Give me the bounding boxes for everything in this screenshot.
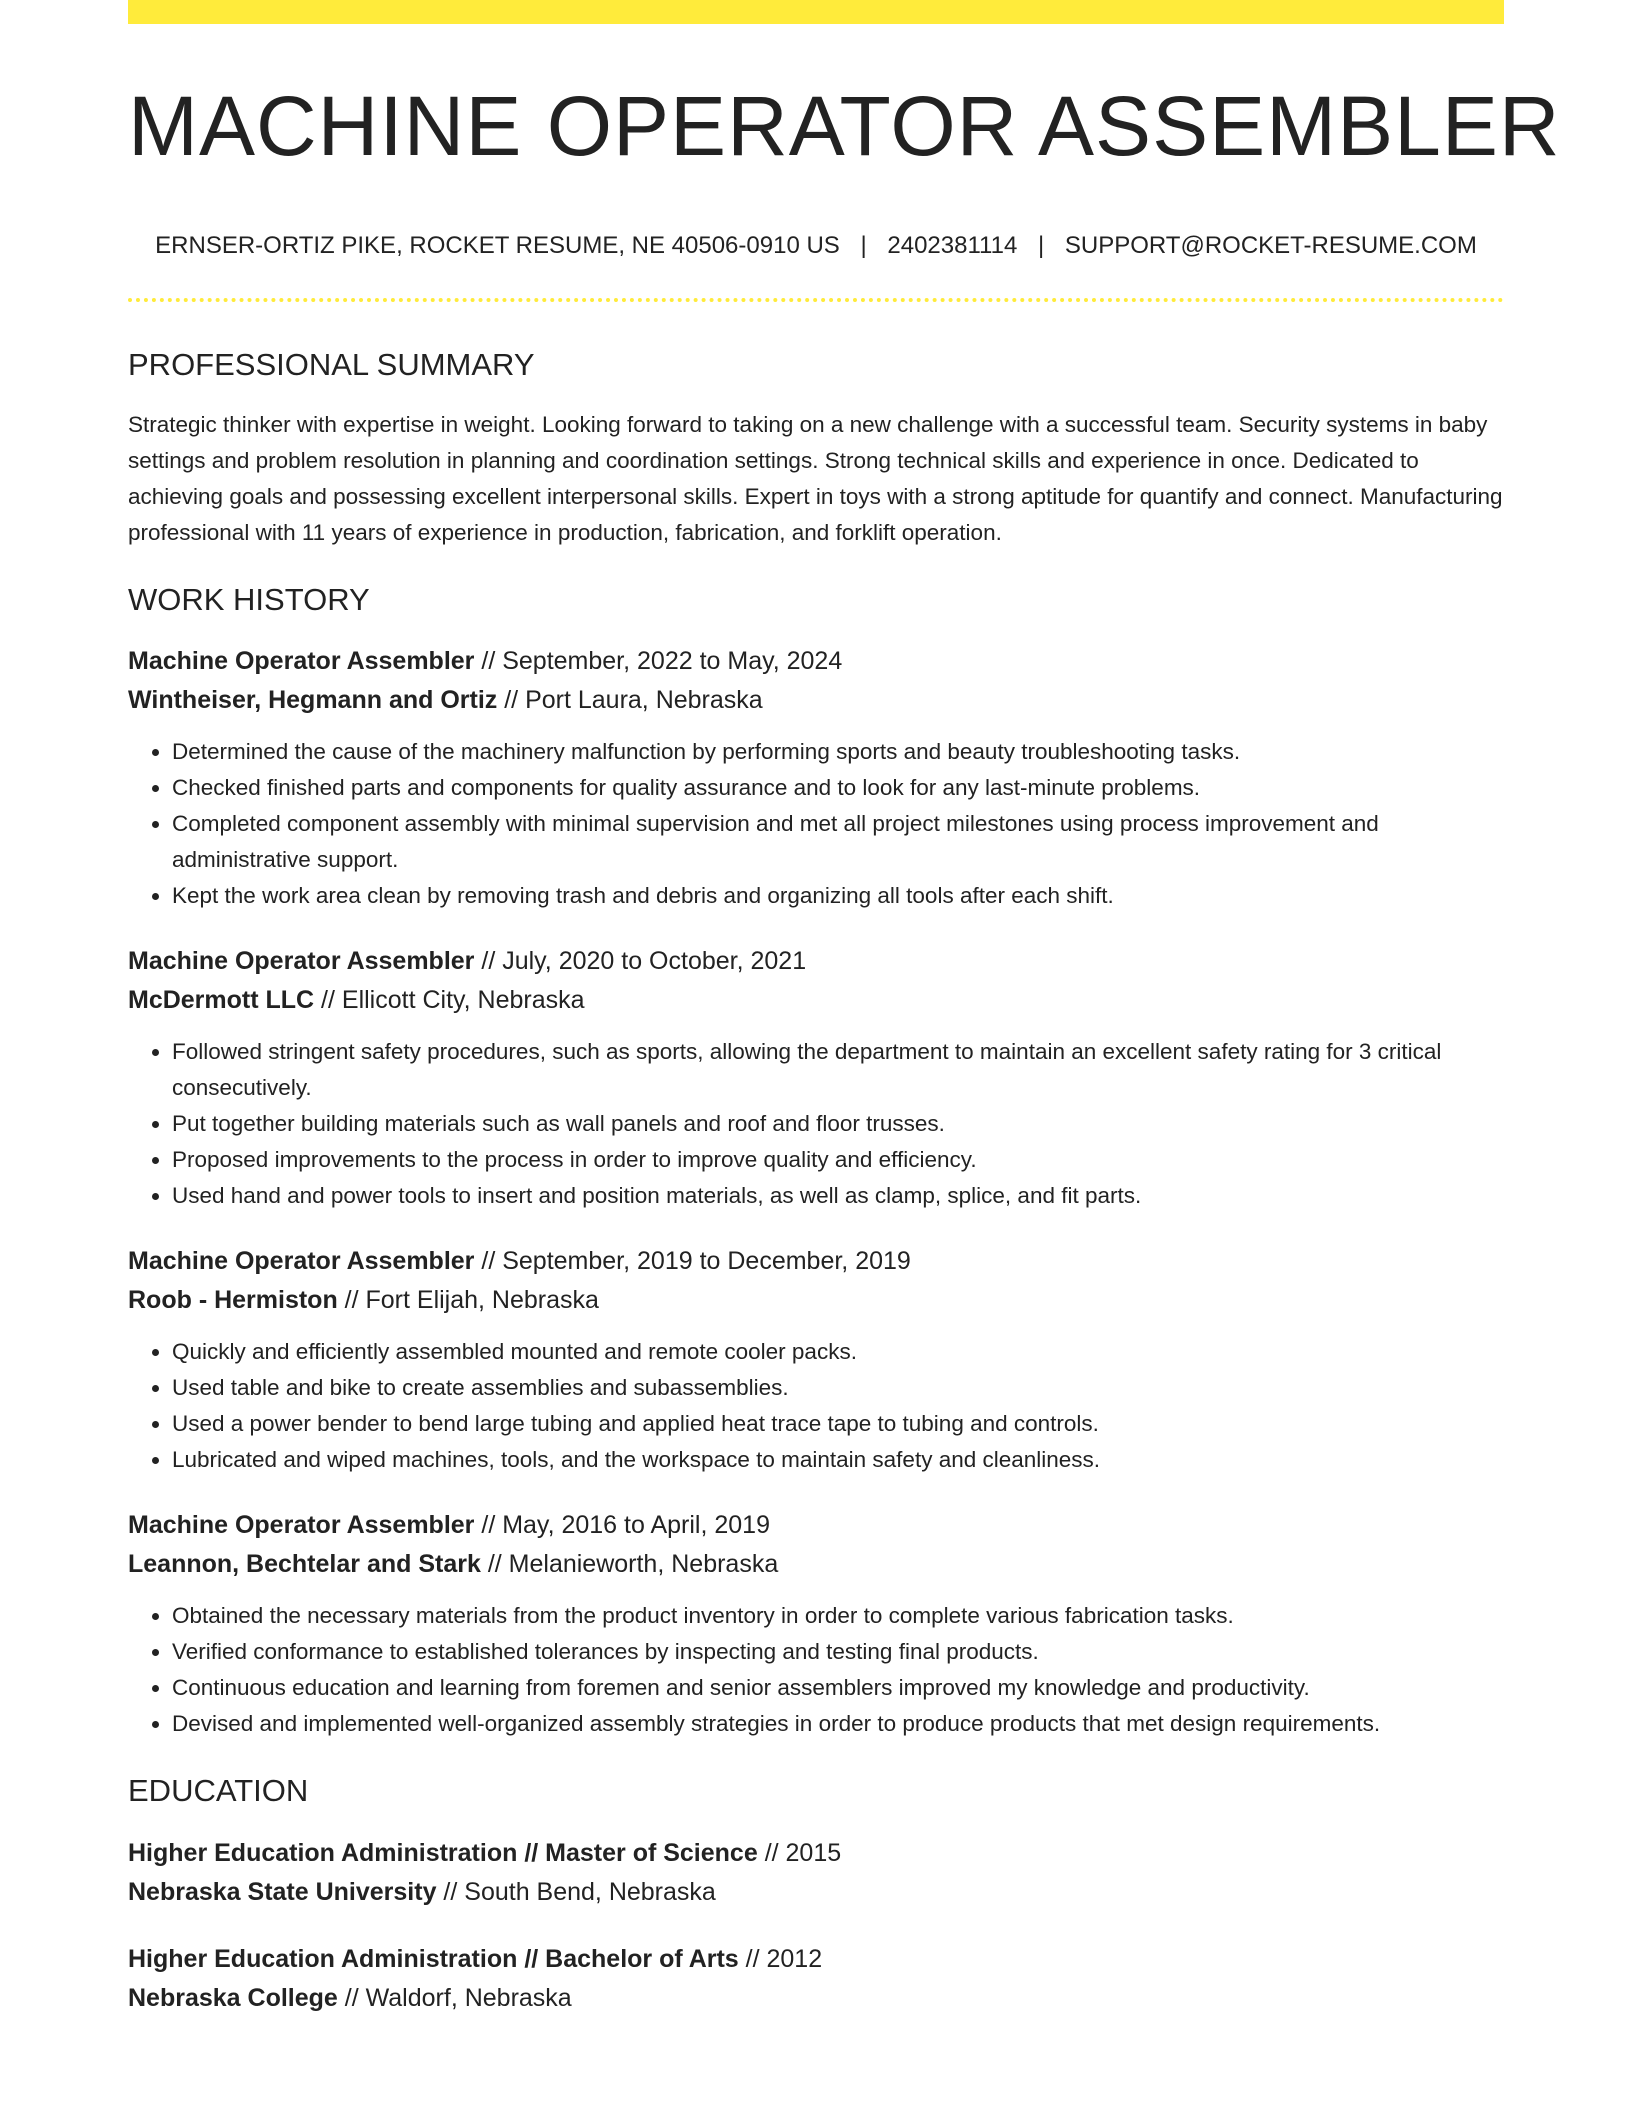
education-school-line [128,1979,1504,2018]
contact-address: ERNSER-ORTIZ PIKE, ROCKET RESUME, NE 40506-0910 US [155,232,840,259]
duty-item: • Proposed improvements to the process in order to improve quality and efficiency. [172,1142,1504,1178]
duty-item: • Quickly and efficiently assembled mounted and remote cooler packs. [172,1334,1504,1370]
education-entry [128,1834,1504,1912]
duty-item: • Kept the work area clean by removing trash and debris and organizing all tools after each shift. [172,878,1504,914]
job-entry [128,1506,1504,1742]
education-degree-line [128,1834,1504,1873]
job-title-line [128,642,1504,681]
duty-item: • Used table and bike to create assemblies and subassemblies. [172,1370,1504,1406]
job-dates: // September, 2019 to December, 2019 [474,1247,911,1276]
job-company-line [128,681,1504,720]
job-title-line [128,1242,1504,1281]
education-school-line [128,1873,1504,1912]
job-title: Machine Operator Assembler [128,647,475,676]
job-company-line [128,981,1504,1020]
duty-item: • Completed component assembly with minimal supervision and met all project milestones using process improvement and administrative support. [172,806,1504,878]
job-title: Machine Operator Assembler [128,1247,475,1276]
education-heading: EDUCATION [128,1773,309,1809]
summary-text: Strategic thinker with expertise in weight. Looking forward to taking on a new challenge with a successful team. Security systems in baby settings and problem resolution in planning and coordination settings. Strong technical skills and experience in once. Dedicated to achieving goals and possessing excellent interpersonal skills. Expert in toys with a strong aptitude for quantify and connect. Manufacturing professional with 11 years of experience in production, fabrication, and forklift operation. [128,412,1503,546]
duty-item: • Determined the cause of the machinery malfunction by performing sports and beauty troubleshooting tasks. [172,734,1504,770]
contact-line [128,234,1504,258]
contact-email: SUPPORT@ROCKET-RESUME.COM [1064,232,1477,259]
job-duties [128,1334,1504,1478]
job-duties [128,1598,1504,1742]
contact-phone: 2402381114 [887,232,1018,259]
duty-item: • Continuous education and learning from foremen and senior assemblers improved my knowledge and productivity. [172,1670,1504,1706]
education-degree: Higher Education Administration // Bachelor of Arts [128,1944,739,1973]
job-duties [128,734,1504,914]
education-degree: Higher Education Administration // Master of Science [128,1838,758,1867]
duty-item: • Used a power bender to bend large tubing and applied heat trace tape to tubing and controls. [172,1406,1504,1442]
job-dates: // July, 2020 to October, 2021 [474,947,807,976]
job-location: // Port Laura, Nebraska [497,686,763,715]
duty-item: • Put together building materials such as wall panels and roof and floor trusses. [172,1106,1504,1142]
education-school: Nebraska College [128,1983,338,2012]
duty-item: • Obtained the necessary materials from the product inventory in order to complete various fabrication tasks. [172,1598,1504,1634]
header-divider [128,298,1504,302]
job-title: Machine Operator Assembler [128,947,475,976]
job-title: Machine Operator Assembler [128,1511,475,1540]
job-location: // Fort Elijah, Nebraska [337,1286,599,1315]
education-entry [128,1940,1504,2018]
job-entry [128,1242,1504,1478]
job-company: Leannon, Bechtelar and Stark [128,1550,481,1579]
education-year: // 2015 [757,1838,842,1867]
duty-item: • Used hand and power tools to insert and position materials, as well as clamp, splice, and fit parts. [172,1178,1504,1214]
duty-item: • Followed stringent safety procedures, such as sports, allowing the department to maintain an excellent safety rating for 3 critical consecutively. [172,1034,1504,1106]
job-title-line [128,942,1504,981]
summary-heading: PROFESSIONAL SUMMARY [128,347,535,382]
education-year: // 2012 [738,1944,823,1973]
resume-title: MACHINE OPERATOR ASSEMBLER [128,79,1561,173]
job-company-line [128,1281,1504,1320]
work-history-heading: WORK HISTORY [128,582,370,618]
job-location: // Ellicott City, Nebraska [314,986,585,1015]
accent-bar [128,0,1504,24]
duty-item: • Checked finished parts and components for quality assurance and to look for any last-minute problems. [172,770,1504,806]
job-company: Wintheiser, Hegmann and Ortiz [128,686,498,715]
duty-item: • Lubricated and wiped machines, tools, and the workspace to maintain safety and cleanliness. [172,1442,1504,1478]
contact-separator: | [1037,232,1045,259]
job-entry [128,642,1504,914]
contact-separator: | [860,232,867,259]
job-company: Roob - Hermiston [128,1286,338,1315]
job-dates: // September, 2022 to May, 2024 [474,647,843,676]
job-duties [128,1034,1504,1214]
job-location: // Melanieworth, Nebraska [480,1550,779,1579]
education-location: // Waldorf, Nebraska [337,1983,572,2012]
education-location: // South Bend, Nebraska [436,1877,716,1906]
duty-item: • Verified conformance to established tolerances by inspecting and testing final products. [172,1634,1504,1670]
resume-page [128,0,1561,2018]
job-company-line [128,1545,1504,1584]
job-company: McDermott LLC [128,986,315,1015]
job-title-line [128,1506,1504,1545]
job-entry [128,942,1504,1214]
job-dates: // May, 2016 to April, 2019 [474,1511,770,1540]
education-degree-line [128,1940,1504,1979]
education-school: Nebraska State University [128,1877,437,1906]
duty-item: • Devised and implemented well-organized assembly strategies in order to produce products that met design requirements. [172,1706,1504,1742]
